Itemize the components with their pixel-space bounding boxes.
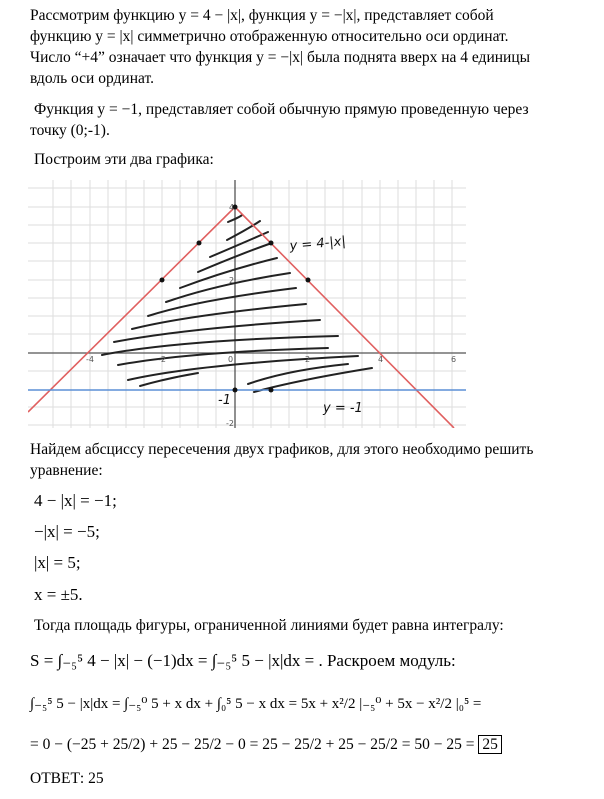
text-line: точку (0;-1). — [30, 122, 110, 139]
equation: −|x| = −5; — [34, 522, 100, 541]
svg-text:4: 4 — [229, 203, 235, 212]
text-line: Тогда площадь фигуры, ограниченной линиями будет равна интегралу: — [34, 617, 504, 634]
text-line: Функция y = −1, представляет собой обычную прямую проведенную через — [34, 101, 529, 118]
svg-text:4: 4 — [378, 355, 384, 364]
boxed-result: 25 — [478, 735, 502, 754]
label-abs-function: y = 4-|x| — [289, 234, 347, 254]
text-line: уравнение: — [30, 462, 103, 479]
equation: 4 − |x| = −1; — [34, 491, 117, 510]
svg-text:-4: -4 — [86, 355, 94, 364]
answer: ОТВЕТ: 25 — [30, 770, 104, 787]
label-horizontal-line: y = -1 — [323, 401, 363, 416]
svg-text:2: 2 — [305, 355, 311, 364]
integral-line: ∫₋₅⁵ 5 − |x|dx = ∫₋₅⁰ 5 + x dx + ∫₀⁵ 5 − x dx = 5x + x²/2 |₋₅⁰ + 5x − x²/2 |₀⁵ = — [30, 696, 482, 712]
svg-text:6: 6 — [451, 355, 457, 364]
text-line: Число “+4” означает что функция y = −|x| была поднята вверх на 4 единицы — [30, 49, 531, 66]
text-line: функцию y = |x| симметрично отображенную относительно оси ординат. — [30, 28, 509, 45]
integral-result-expression: = 0 − (−25 + 25/2) + 25 − 25/2 − 0 = 25 − 25/2 + 25 − 25/2 = 50 − 25 = — [30, 736, 475, 753]
equation: |x| = 5; — [34, 553, 81, 572]
text-line: Построим эти два графика: — [34, 151, 214, 168]
text-line: Рассмотрим функцию y = 4 − |x|, функция y = −|x|, представляет собой — [30, 7, 494, 24]
function-graph — [28, 180, 466, 428]
svg-text:-2: -2 — [158, 355, 166, 364]
integral-line: S = ∫₋₅⁵ 4 − |x| − (−1)dx = ∫₋₅⁵ 5 − |x|dx = . Раскроем модуль: — [30, 651, 456, 670]
label-minus-one: -1 — [218, 393, 231, 408]
text-line: вдоль оси ординат. — [30, 70, 154, 87]
svg-text:-2: -2 — [226, 419, 234, 428]
text-line: Найдем абсциссу пересечения двух графиков, для этого необходимо решить — [30, 441, 534, 458]
equation: x = ±5. — [34, 585, 83, 604]
svg-text:2: 2 — [229, 276, 235, 285]
integral-line — [30, 735, 502, 755]
svg-text:0: 0 — [228, 355, 234, 364]
